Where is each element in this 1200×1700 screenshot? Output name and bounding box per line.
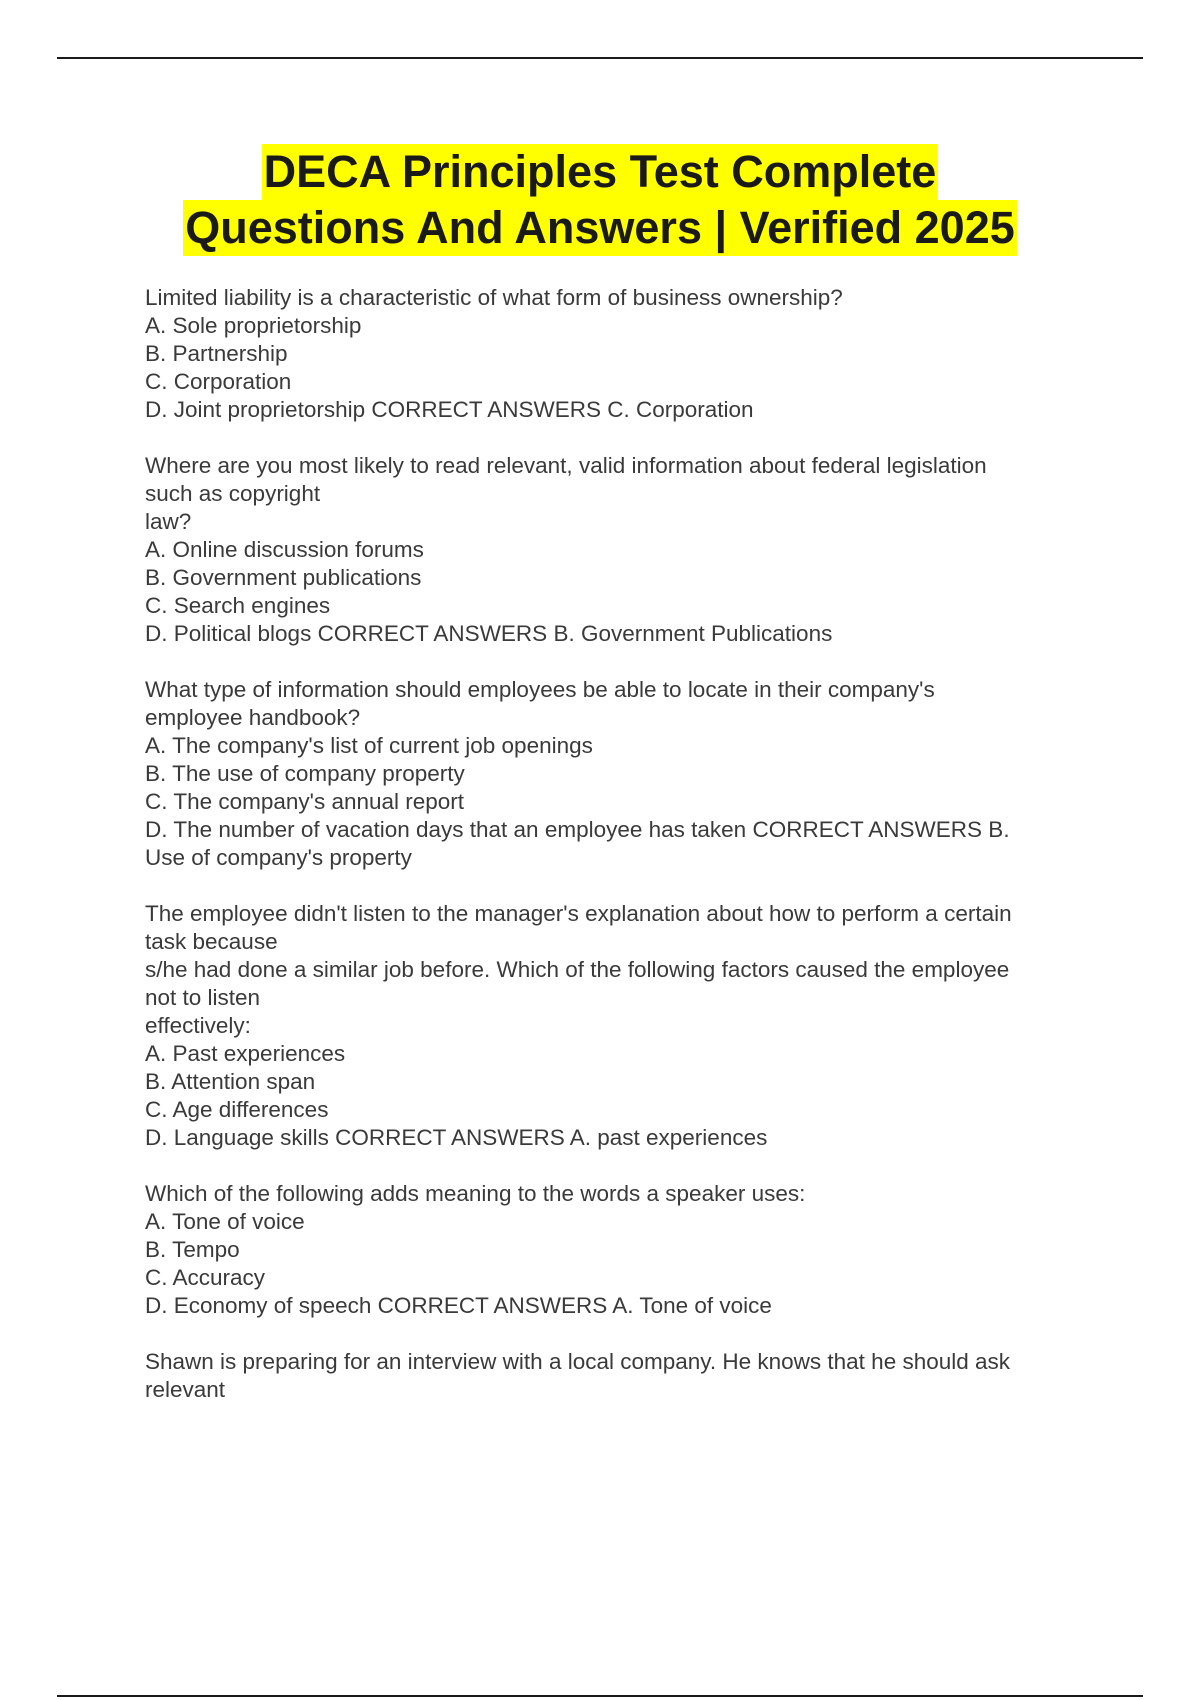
question-text-line: C. Age differences [145, 1097, 329, 1122]
title-line-2: Questions And Answers | Verified 2025 [183, 200, 1017, 256]
question-text-line: law? [145, 509, 192, 534]
question-text-line: task because [145, 929, 278, 954]
question-text-line: effectively: [145, 1013, 251, 1038]
question-text-line: D. Language skills CORRECT ANSWERS A. past experiences [145, 1125, 768, 1150]
question-text-line: D. Joint proprietorship CORRECT ANSWERS C. Corporation [145, 397, 754, 422]
question-block [145, 900, 1085, 1152]
question-text-line: Which of the following adds meaning to the words a speaker uses: [145, 1181, 806, 1206]
question-block [145, 1180, 1085, 1320]
question-text-line: A. Tone of voice [145, 1209, 305, 1234]
question-text-line: A. Online discussion forums [145, 537, 424, 562]
bottom-rule [57, 1695, 1143, 1697]
question-text-line: C. Search engines [145, 593, 331, 618]
question-text-line: Use of company's property [145, 845, 412, 870]
question-text-line: B. Partnership [145, 341, 288, 366]
question-text-line: C. Corporation [145, 369, 292, 394]
question-text-line: B. Tempo [145, 1237, 240, 1262]
question-text-line: C. Accuracy [145, 1265, 266, 1290]
question-block [145, 676, 1085, 872]
question-block [145, 284, 1085, 424]
question-block [145, 452, 1085, 648]
page-title [0, 144, 1200, 256]
question-text-line: A. Sole proprietorship [145, 313, 362, 338]
top-rule [57, 57, 1143, 59]
question-text-line: employee handbook? [145, 705, 361, 730]
question-text-line: B. Attention span [145, 1069, 316, 1094]
question-text-line: The employee didn't listen to the manager's explanation about how to perform a certain [145, 901, 1012, 926]
question-text-line: B. Government publications [145, 565, 422, 590]
question-text-line: D. Economy of speech CORRECT ANSWERS A. Tone of voice [145, 1293, 772, 1318]
question-text-line: not to listen [145, 985, 261, 1010]
question-text-line: D. The number of vacation days that an employee has taken CORRECT ANSWERS B. [145, 817, 1010, 842]
question-block [145, 1348, 1085, 1404]
question-text-line: relevant [145, 1377, 226, 1402]
question-text-line: Shawn is preparing for an interview with a local company. He knows that he should ask [145, 1349, 1011, 1374]
question-text-line: B. The use of company property [145, 761, 465, 786]
question-list [145, 284, 1085, 1432]
question-text-line: C. The company's annual report [145, 789, 465, 814]
title-line-1: DECA Principles Test Complete [262, 144, 939, 200]
question-text-line: Where are you most likely to read relevant, valid information about federal legislation [145, 453, 987, 478]
question-text-line: What type of information should employees be able to locate in their company's [145, 677, 935, 702]
question-text-line: A. Past experiences [145, 1041, 346, 1066]
question-text-line: Limited liability is a characteristic of what form of business ownership? [145, 285, 843, 310]
question-text-line: s/he had done a similar job before. Which of the following factors caused the employee [145, 957, 1010, 982]
question-text-line: D. Political blogs CORRECT ANSWERS B. Government Publications [145, 621, 833, 646]
question-text-line: A. The company's list of current job openings [145, 733, 593, 758]
question-text-line: such as copyright [145, 481, 321, 506]
